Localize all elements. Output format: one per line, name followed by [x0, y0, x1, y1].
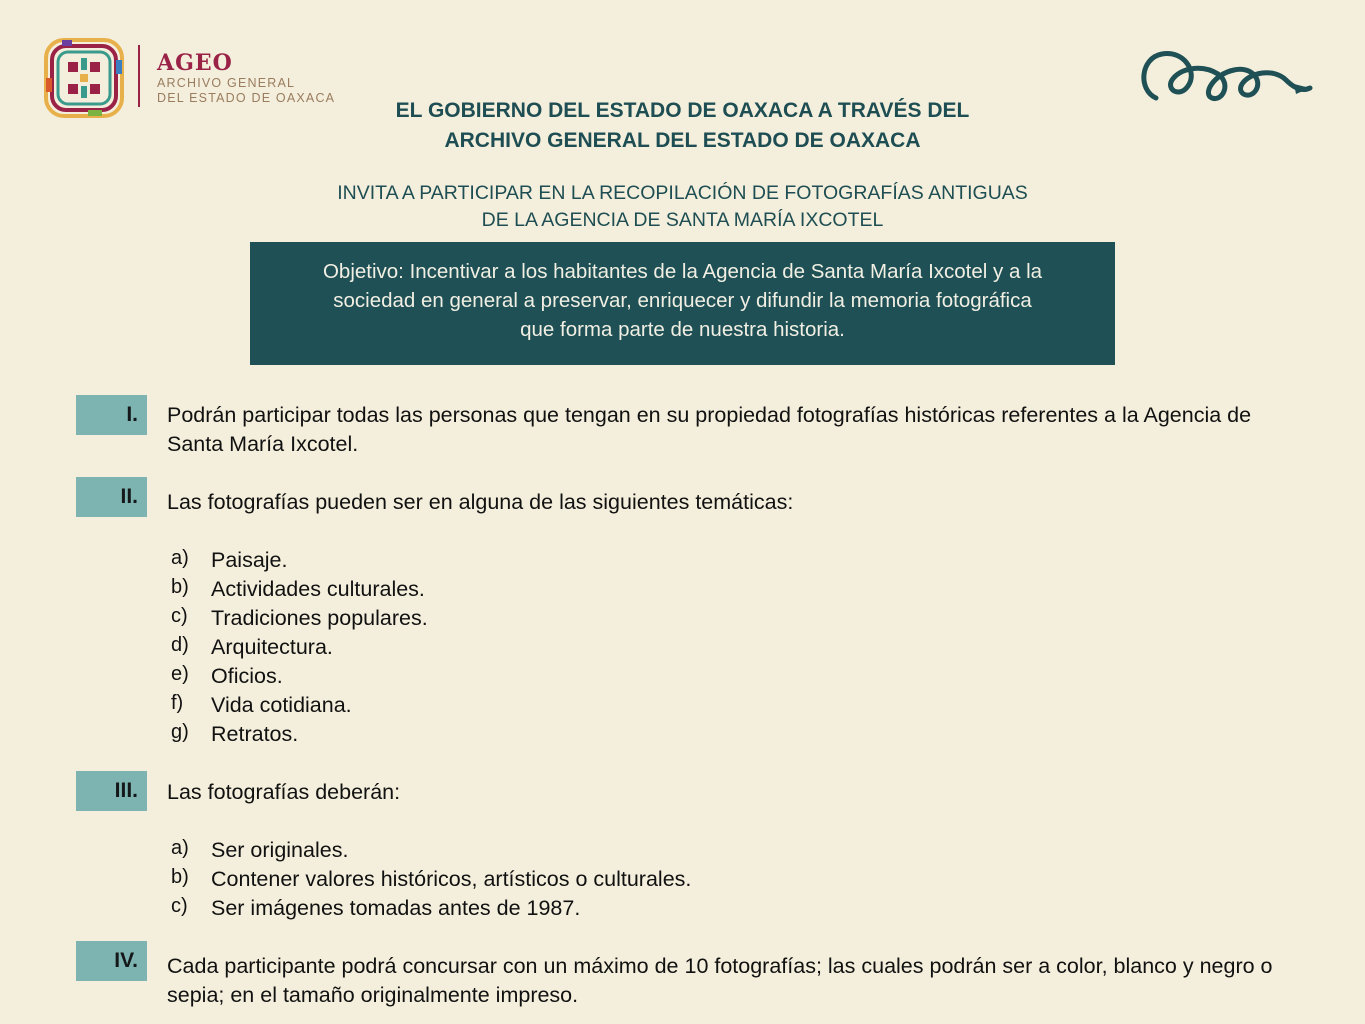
list-text: Contener valores históricos, artísticos o culturales.	[211, 867, 692, 891]
section-3-text: Las fotografías deberán:	[167, 780, 401, 804]
section-1-badge: I.	[76, 395, 147, 435]
list-item	[171, 633, 1071, 662]
logo-subtitle-2: DEL ESTADO DE OAXACA	[157, 91, 336, 105]
logo-divider	[138, 45, 140, 107]
list-item	[171, 691, 1071, 720]
section-1-text: Podrán participar todas las personas que tengan en su propiedad fotografías históricas referentes a la Agencia de Santa María Ixcotel.	[167, 403, 1252, 456]
list-text: Vida cotidiana.	[211, 693, 352, 717]
list-item	[171, 575, 1071, 604]
list-text: Tradiciones populares.	[211, 606, 428, 630]
list-text: Actividades culturales.	[211, 577, 425, 601]
objective-line-3: que forma parte de nuestra historia.	[520, 318, 845, 341]
section-4-badge: IV.	[76, 941, 147, 981]
section-3-badge: III.	[76, 771, 147, 811]
list-item	[171, 604, 1071, 633]
list-letter: d)	[171, 634, 189, 656]
section-4-text: Cada participante podrá concursar con un máximo de 10 fotografías; las cuales podrán ser a color, blanco y negro o sepia; en el tamaño originalmente impreso.	[167, 954, 1273, 1007]
list-letter: c)	[171, 895, 188, 917]
list-item	[171, 720, 1071, 749]
title-line-1: EL GOBIERNO DEL ESTADO DE OAXACA A TRAVÉS DEL	[395, 99, 970, 122]
list-text: Ser imágenes tomadas antes de 1987.	[211, 896, 581, 920]
list-text: Paisaje.	[211, 548, 288, 572]
decorative-swirl-icon	[1136, 40, 1314, 112]
list-text: Oficios.	[211, 664, 283, 688]
list-item	[171, 546, 1071, 575]
subtitle-line-1: INVITA A PARTICIPAR EN LA RECOPILACIÓN DE FOTOGRAFÍAS ANTIGUAS	[337, 182, 1028, 204]
list-letter: c)	[171, 605, 188, 627]
ageo-logo-emblem	[44, 38, 124, 118]
logo-subtitle-1: ARCHIVO GENERAL	[157, 76, 296, 90]
section-2-badge: II.	[76, 477, 147, 517]
list-letter: a)	[171, 547, 189, 569]
list-item	[171, 894, 1071, 923]
list-letter: f)	[171, 692, 184, 714]
objective-line-2: sociedad en general a preservar, enriquecer y difundir la memoria fotográfica	[333, 289, 1032, 312]
list-letter: g)	[171, 721, 189, 743]
list-letter: e)	[171, 663, 189, 685]
objective-line-1: Objetivo: Incentivar a los habitantes de la Agencia de Santa María Ixcotel y a la	[322, 260, 1043, 283]
logo-title: AGEO	[157, 50, 233, 76]
page-subtitle	[300, 180, 1065, 234]
list-item	[171, 836, 1071, 865]
list-text: Ser originales.	[211, 838, 349, 862]
list-item	[171, 865, 1071, 894]
list-text: Retratos.	[211, 722, 299, 746]
objective-box	[250, 242, 1115, 365]
list-item	[171, 662, 1071, 691]
subtitle-line-2: DE LA AGENCIA DE SANTA MARÍA IXCOTEL	[481, 209, 884, 231]
section-3-list	[171, 836, 1071, 923]
list-letter: a)	[171, 837, 189, 859]
section-2-list	[171, 546, 1071, 749]
page-title	[300, 96, 1065, 156]
list-letter: b)	[171, 866, 189, 888]
section-2-text: Las fotografías pueden ser en alguna de las siguientes temáticas:	[167, 490, 794, 514]
list-letter: b)	[171, 576, 189, 598]
list-text: Arquitectura.	[211, 635, 333, 659]
title-line-2: ARCHIVO GENERAL DEL ESTADO DE OAXACA	[444, 129, 921, 152]
